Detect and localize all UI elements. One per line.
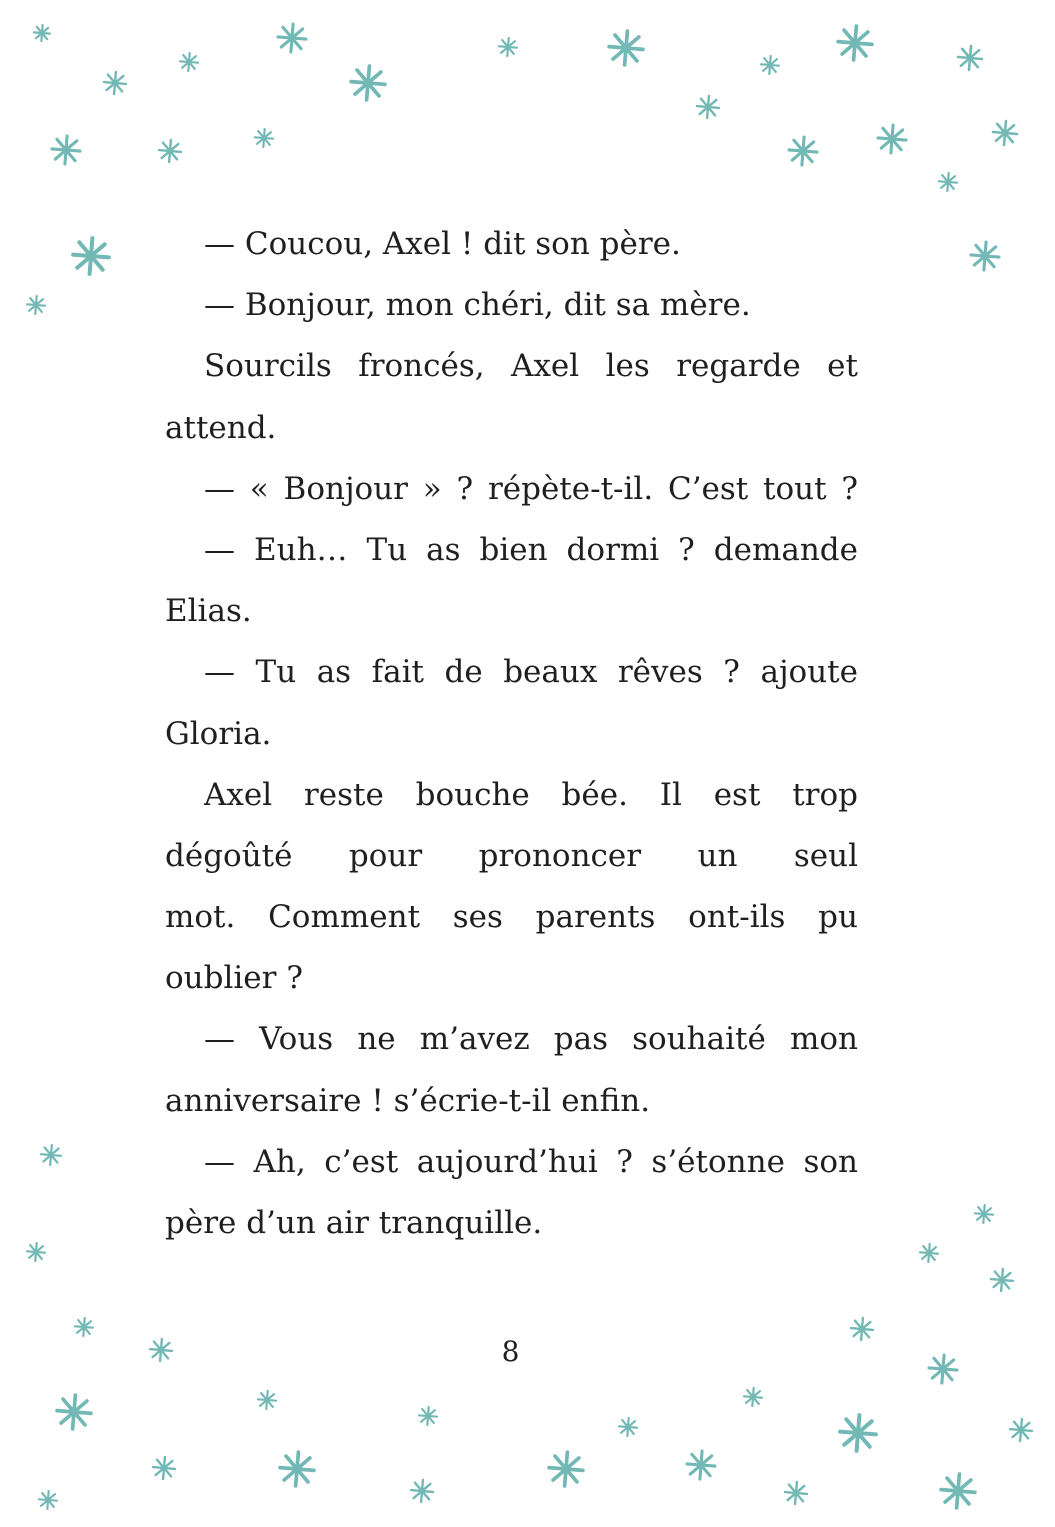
snowflake-icon <box>104 72 126 94</box>
snowflake-icon <box>993 121 1017 145</box>
text-line: Axel reste bouche bée. Il est trop <box>204 776 858 813</box>
text-line: — « Bonjour » ? répète-t-il. C’est tout ? <box>204 470 858 507</box>
text-line: attend. <box>165 409 277 446</box>
snowflake-icon <box>840 1415 876 1451</box>
text-line: Sourcils froncés, Axel les regarde et <box>204 348 858 385</box>
snowflake-icon <box>619 1418 637 1436</box>
snowflake-icon <box>411 1480 433 1502</box>
snowflake-icon <box>41 1145 61 1165</box>
page-number: 8 <box>501 1335 520 1368</box>
text-line: — Vous ne m’avez pas souhaité mon <box>204 1021 858 1058</box>
text-line: oublier ? <box>165 960 303 997</box>
snowflake-icon <box>34 25 50 41</box>
snowflake-icon <box>27 296 45 314</box>
snowflake-icon <box>27 1243 45 1261</box>
story-text <box>165 214 858 1254</box>
snowflake-icon <box>258 1391 276 1409</box>
snowflake-icon <box>761 56 779 74</box>
snowflake-icon <box>958 46 982 70</box>
snowflake-icon <box>255 129 273 147</box>
snowflake-icon <box>785 1482 807 1504</box>
snowflake-icon <box>744 1388 762 1406</box>
snowflake-icon <box>838 26 872 60</box>
snowflake-icon <box>941 1474 975 1508</box>
text-line: — Bonjour, mon chéri, dit sa mère. <box>204 287 751 324</box>
snowflake-icon <box>975 1205 993 1223</box>
snowflake-icon <box>39 1491 57 1509</box>
snowflake-icon <box>351 66 385 100</box>
snowflake-icon <box>609 31 643 65</box>
text-line: père d’un air tranquille. <box>165 1205 543 1241</box>
snowflake-icon <box>278 24 306 52</box>
snowflake-icon <box>52 136 80 164</box>
text-line: Gloria. <box>165 715 272 752</box>
snowflake-icon <box>549 1452 583 1486</box>
snowflake-icon <box>920 1244 938 1262</box>
snowflake-icon <box>153 1457 175 1479</box>
snowflake-icon <box>789 137 817 165</box>
text-line: — Euh… Tu as bien dormi ? demande <box>204 531 858 568</box>
snowflake-icon <box>1010 1419 1032 1441</box>
snowflake-icon <box>939 173 957 191</box>
text-line: dégoûté pour prononcer un seul <box>165 837 858 874</box>
snowflake-icon <box>878 125 906 153</box>
snowflake-icon <box>57 1395 91 1429</box>
snowflake-icon <box>159 140 181 162</box>
snowflake-icon <box>419 1407 437 1425</box>
snowflake-icon <box>73 238 109 274</box>
snowflake-icon <box>180 53 198 71</box>
snowflake-icon <box>697 96 719 118</box>
text-line: — Tu as fait de beaux rêves ? ajoute <box>204 654 858 691</box>
snowflake-icon <box>971 242 999 270</box>
text-line: Elias. <box>165 593 252 630</box>
text-line: — Ah, c’est aujourd’hui ? s’étonne son <box>204 1143 858 1180</box>
snowflake-icon <box>687 1451 715 1479</box>
text-line: — Coucou, Axel ! dit son père. <box>204 226 681 262</box>
text-line: anniversaire ! s’écrie-t-il enfin. <box>165 1082 651 1119</box>
snowflake-icon <box>991 1269 1013 1291</box>
text-line: mot. Comment ses parents ont-ils pu <box>165 899 858 936</box>
snowflake-icon <box>499 38 517 56</box>
snowflake-icon <box>280 1452 314 1486</box>
